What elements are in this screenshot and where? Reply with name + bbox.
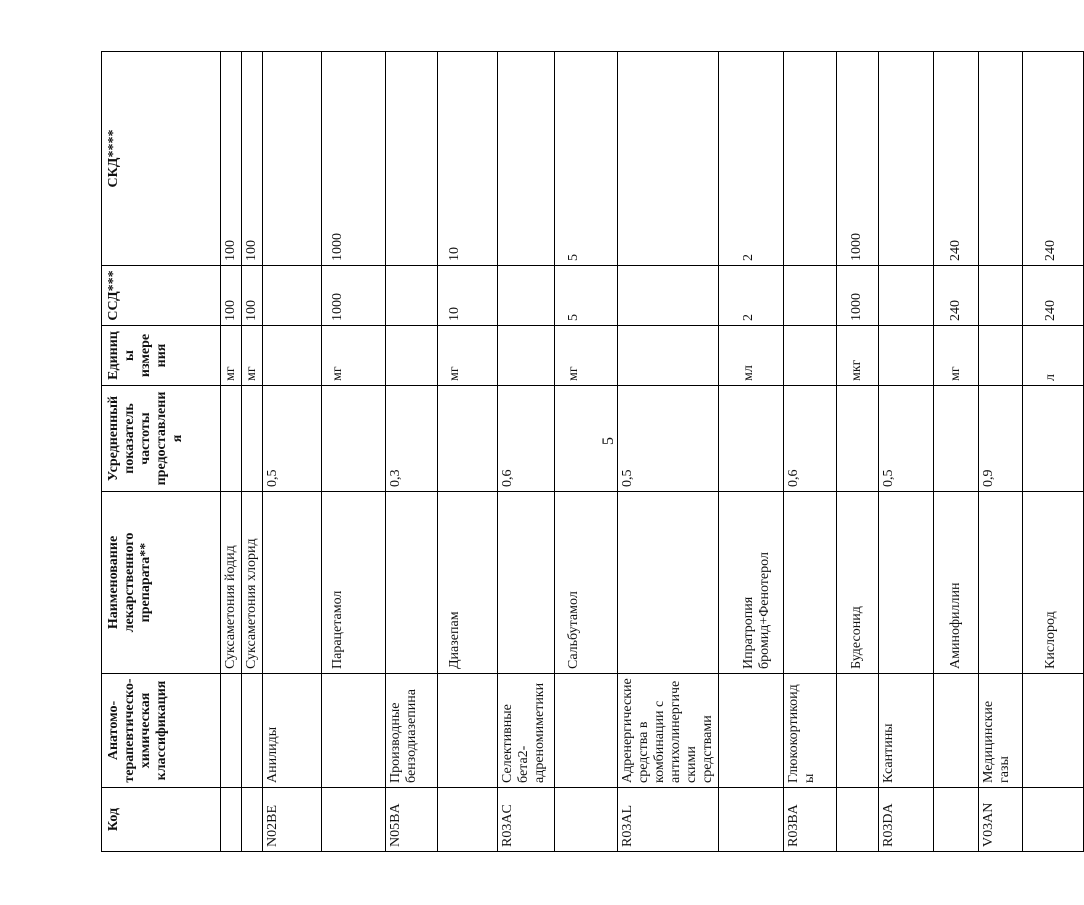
- cell-skd: 10: [438, 52, 498, 266]
- cell-atc: [555, 674, 618, 788]
- table-row: [934, 52, 979, 852]
- cell-ssd: [979, 266, 1023, 326]
- cell-atc: [934, 674, 979, 788]
- cell-atc: Производные бензодиазепина: [386, 674, 438, 788]
- cell-frequency: 0,9: [979, 386, 1023, 492]
- cell-skd: 1000: [322, 52, 386, 266]
- cell-drug-name: Аминофиллин: [934, 492, 979, 674]
- cell-frequency: [438, 386, 498, 492]
- table-row: [438, 52, 498, 852]
- cell-code: N02BE: [263, 788, 322, 852]
- cell-skd: 1000: [837, 52, 879, 266]
- cell-code: [221, 788, 242, 852]
- cell-atc: [221, 674, 242, 788]
- cell-units: [879, 326, 934, 386]
- cell-ssd: [618, 266, 719, 326]
- cell-skd: 5: [555, 52, 618, 266]
- cell-ssd: [386, 266, 438, 326]
- cell-drug-name: Суксаметония хлорид: [242, 492, 263, 674]
- table-row: [221, 52, 242, 852]
- cell-skd: 100: [242, 52, 263, 266]
- cell-frequency: [221, 386, 242, 492]
- cell-code: [322, 788, 386, 852]
- cell-units: мг: [322, 326, 386, 386]
- cell-ssd: 240: [934, 266, 979, 326]
- cell-atc: Анилиды: [263, 674, 322, 788]
- table-body: [221, 52, 1084, 852]
- cell-code: [438, 788, 498, 852]
- table-row: [242, 52, 263, 852]
- drug-table: [101, 51, 1084, 852]
- table-row: [386, 52, 438, 852]
- table-row: [1023, 52, 1084, 852]
- cell-frequency: [719, 386, 784, 492]
- cell-skd: [618, 52, 719, 266]
- cell-units: мг: [555, 326, 618, 386]
- cell-code: [934, 788, 979, 852]
- cell-atc: Селективные бета2-адреномиметики: [498, 674, 555, 788]
- cell-skd: 100: [221, 52, 242, 266]
- cell-units: [784, 326, 837, 386]
- cell-atc: [322, 674, 386, 788]
- cell-frequency: 0,6: [784, 386, 837, 492]
- cell-drug-name: [263, 492, 322, 674]
- cell-frequency: [934, 386, 979, 492]
- cell-units: л: [1023, 326, 1084, 386]
- cell-drug-name: [386, 492, 438, 674]
- cell-code: [555, 788, 618, 852]
- cell-drug-name: [879, 492, 934, 674]
- cell-skd: 240: [1023, 52, 1084, 266]
- header-skd: СКД****: [102, 52, 221, 266]
- header-units: Единицы измерения: [102, 326, 221, 386]
- cell-skd: 2: [719, 52, 784, 266]
- cell-units: [263, 326, 322, 386]
- cell-skd: [386, 52, 438, 266]
- cell-ssd: [498, 266, 555, 326]
- cell-frequency: 0,3: [386, 386, 438, 492]
- cell-ssd: [784, 266, 837, 326]
- header-frequency: Усредненный показатель частоты предоставления: [102, 386, 221, 492]
- cell-ssd: 2: [719, 266, 784, 326]
- cell-skd: [784, 52, 837, 266]
- cell-ssd: 100: [242, 266, 263, 326]
- cell-frequency: 0,5: [879, 386, 934, 492]
- table-row: [618, 52, 719, 852]
- cell-atc: Ксантины: [879, 674, 934, 788]
- cell-code: [1023, 788, 1084, 852]
- cell-units: мг: [438, 326, 498, 386]
- cell-drug-name: Сальбутамол: [555, 492, 618, 674]
- cell-drug-name: Суксаметония йодид: [221, 492, 242, 674]
- table-row: [719, 52, 784, 852]
- cell-drug-name: [979, 492, 1023, 674]
- cell-code: [242, 788, 263, 852]
- cell-atc: [438, 674, 498, 788]
- cell-drug-name: Кислород: [1023, 492, 1084, 674]
- header-code: Код: [102, 788, 221, 852]
- cell-code: N05BA: [386, 788, 438, 852]
- table-row: [322, 52, 386, 852]
- header-ssd: ССД***: [102, 266, 221, 326]
- cell-units: мг: [242, 326, 263, 386]
- cell-drug-name: Ипратропия бромид+Фенотерол: [719, 492, 784, 674]
- cell-drug-name: Диазепам: [438, 492, 498, 674]
- cell-skd: [879, 52, 934, 266]
- cell-code: V03AN: [979, 788, 1023, 852]
- cell-units: мкг: [837, 326, 879, 386]
- cell-skd: [979, 52, 1023, 266]
- cell-drug-name: [618, 492, 719, 674]
- cell-frequency: [1023, 386, 1084, 492]
- table-row: [784, 52, 837, 852]
- cell-code: [719, 788, 784, 852]
- cell-ssd: [263, 266, 322, 326]
- header-drug-name: Наименование лекарственного препарата**: [102, 492, 221, 674]
- cell-frequency: [837, 386, 879, 492]
- cell-atc: Медицинские газы: [979, 674, 1023, 788]
- table-row: [498, 52, 555, 852]
- cell-atc: [719, 674, 784, 788]
- cell-atc: Адренергические средства в комбинации с антихолинергическими средствами: [618, 674, 719, 788]
- cell-ssd: 100: [221, 266, 242, 326]
- cell-atc: [1023, 674, 1084, 788]
- cell-atc: [837, 674, 879, 788]
- cell-ssd: [879, 266, 934, 326]
- cell-code: R03DA: [879, 788, 934, 852]
- table-row: [263, 52, 322, 852]
- table-row: [879, 52, 934, 852]
- page-number: 5: [600, 437, 617, 445]
- cell-ssd: 1000: [322, 266, 386, 326]
- cell-units: [498, 326, 555, 386]
- cell-units: мг: [934, 326, 979, 386]
- cell-code: [837, 788, 879, 852]
- rotated-table-wrapper: [101, 52, 1058, 852]
- cell-code: R03AC: [498, 788, 555, 852]
- cell-units: [618, 326, 719, 386]
- cell-ssd: 5: [555, 266, 618, 326]
- cell-skd: 240: [934, 52, 979, 266]
- cell-units: мл: [719, 326, 784, 386]
- cell-units: мг: [221, 326, 242, 386]
- cell-drug-name: Парацетамол: [322, 492, 386, 674]
- cell-units: [386, 326, 438, 386]
- cell-drug-name: [784, 492, 837, 674]
- cell-code: R03AL: [618, 788, 719, 852]
- header-atc-classification: Анатомо-терапевтическо-химическая классификация: [102, 674, 221, 788]
- cell-drug-name: Будесонид: [837, 492, 879, 674]
- cell-atc: Глюкокортикоиды: [784, 674, 837, 788]
- cell-frequency: 0,5: [263, 386, 322, 492]
- cell-ssd: 10: [438, 266, 498, 326]
- cell-frequency: 0,6: [498, 386, 555, 492]
- cell-frequency: 0,5: [618, 386, 719, 492]
- table-row: [837, 52, 879, 852]
- cell-skd: [263, 52, 322, 266]
- cell-frequency: [242, 386, 263, 492]
- cell-units: [979, 326, 1023, 386]
- cell-drug-name: [498, 492, 555, 674]
- table-header-row: [102, 52, 221, 852]
- cell-skd: [498, 52, 555, 266]
- cell-ssd: 1000: [837, 266, 879, 326]
- cell-frequency: [322, 386, 386, 492]
- cell-ssd: 240: [1023, 266, 1084, 326]
- cell-code: R03BA: [784, 788, 837, 852]
- cell-atc: [242, 674, 263, 788]
- table-row: [979, 52, 1023, 852]
